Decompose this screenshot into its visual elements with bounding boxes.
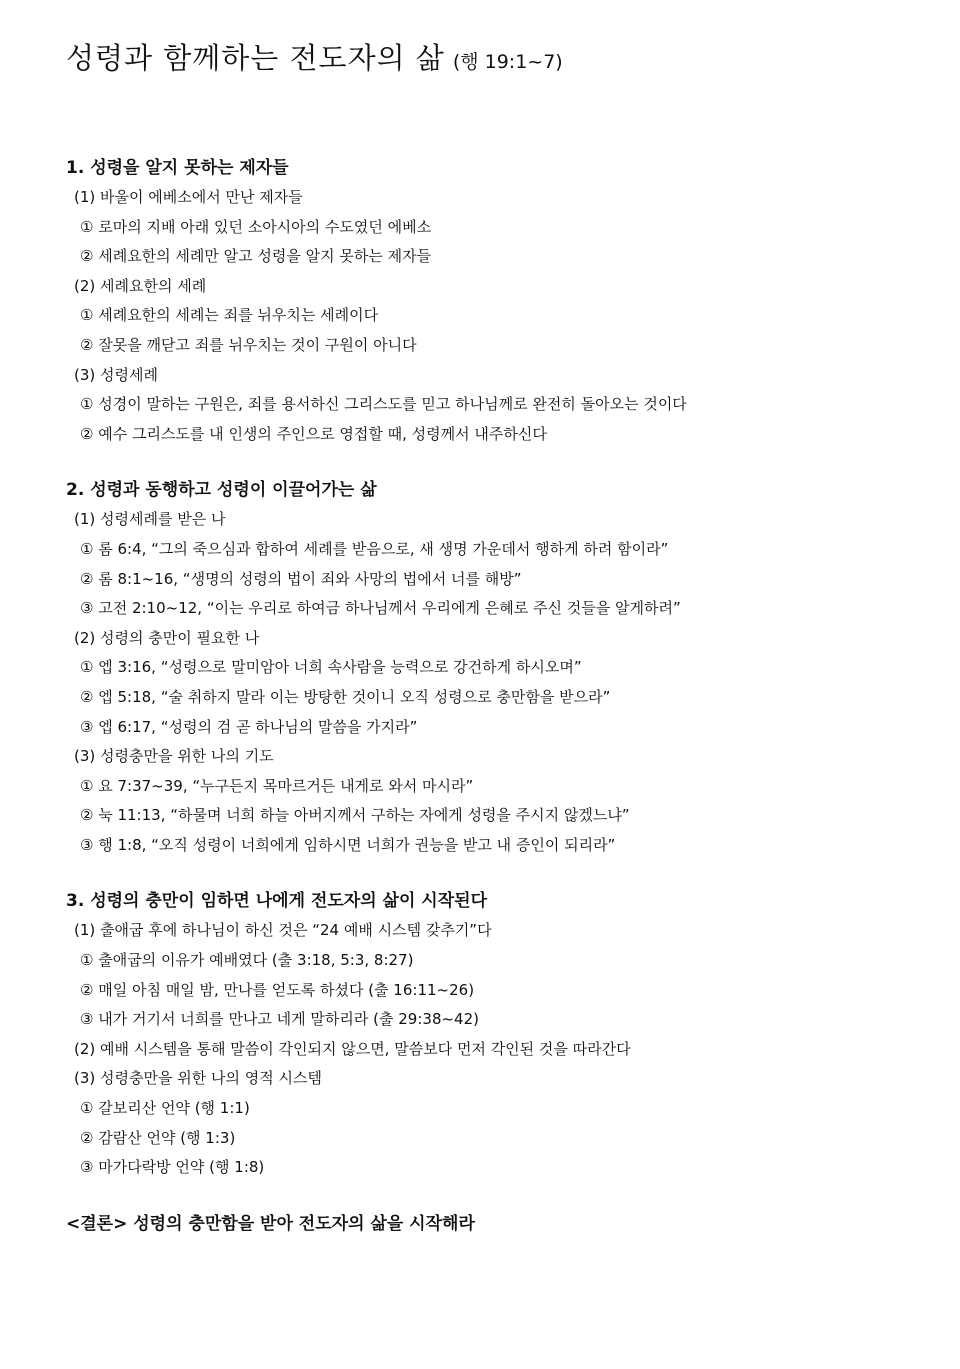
outline-point: ② 잘못을 깨닫고 죄를 뉘우치는 것이 구원이 아니다 <box>80 335 417 354</box>
outline-point: ③ 엡 6:17, “성령의 검 곧 하나님의 말씀을 가지라” <box>80 717 418 736</box>
outline-body <box>66 153 920 1183</box>
outline-point: ② 엡 5:18, “술 취하지 말라 이는 방탕한 것이니 오직 성령으로 충만함을 받으라” <box>80 687 611 706</box>
outline-point: ③ 마가다락방 언약 (행 1:8) <box>80 1158 265 1177</box>
outline-point: ③ 고전 2:10~12, “이는 우리로 하여금 하나님께서 우리에게 은혜로 주신 것들을 알게하려” <box>80 599 681 618</box>
outline-point: ② 감람산 언약 (행 1:3) <box>80 1128 236 1147</box>
outline-section <box>66 153 920 449</box>
outline-section <box>66 886 920 1182</box>
outline-subheading: (2) 성령의 충만이 필요한 나 <box>74 628 260 647</box>
outline-point: ① 엡 3:16, “성령으로 말미암아 너희 속사람을 능력으로 강건하게 하시오며” <box>80 658 582 677</box>
page-title <box>66 36 920 77</box>
outline-point: ② 예수 그리스도를 내 인생의 주인으로 영접할 때, 성령께서 내주하신다 <box>80 424 547 443</box>
outline-point: ② 세례요한의 세례만 알고 성령을 알지 못하는 제자들 <box>80 247 432 266</box>
outline-subheading: (3) 성령충만을 위한 나의 기도 <box>74 747 274 766</box>
outline-point: ③ 내가 거기서 너희를 만나고 네게 말하리라 (출 29:38~42) <box>80 1010 480 1029</box>
outline-subheading: (2) 예배 시스템을 통해 말씀이 각인되지 않으면, 말씀보다 먼저 각인된 것을 따라간다 <box>74 1039 631 1058</box>
outline-subheading: (3) 성령세례 <box>74 365 158 384</box>
outline-point: ① 성경이 말하는 구원은, 죄를 용서하신 그리스도를 믿고 하나님께로 완전히 돌아오는 것이다 <box>80 395 687 414</box>
outline-subheading: (1) 바울이 에베소에서 만난 제자들 <box>74 188 303 206</box>
title-main: 성령과 함께하는 전도자의 삶 <box>66 41 445 75</box>
outline-subheading: (2) 세례요한의 세례 <box>74 276 207 295</box>
outline-point: ① 롬 6:4, “그의 죽으심과 합하여 세례를 받음으로, 새 생명 가운데서 행하게 하려 함이라” <box>80 539 669 558</box>
outline-point: ① 요 7:37~39, “누구든지 목마르거든 내게로 와서 마시라” <box>80 776 474 795</box>
outline-point: ① 로마의 지배 아래 있던 소아시아의 수도였던 에베소 <box>80 217 432 236</box>
title-scripture-reference: (행 19:1~7) <box>452 51 563 73</box>
outline-subheading: (1) 출애굽 후에 하나님이 하신 것은 “24 예배 시스템 갖추기”다 <box>74 921 492 940</box>
section-heading: 3. 성령의 충만이 임하면 나에게 전도자의 삶이 시작된다 <box>66 891 487 912</box>
outline-point: ② 롬 8:1~16, “생명의 성령의 법이 죄와 사망의 법에서 너를 해방” <box>80 569 522 588</box>
outline-point: ① 갈보리산 언약 (행 1:1) <box>80 1099 250 1118</box>
outline-point: ① 출애굽의 이유가 예배였다 (출 3:18, 5:3, 8:27) <box>80 951 414 970</box>
outline-subheading: (1) 성령세례를 받은 나 <box>74 510 226 529</box>
outline-point: ② 눅 11:13, “하물며 너희 하늘 아버지께서 구하는 자에게 성령을 주시지 않겠느냐” <box>80 806 630 825</box>
outline-point: ② 매일 아침 매일 밤, 만나를 얻도록 하셨다 (출 16:11~26) <box>80 980 475 999</box>
section-heading: 1. 성령을 알지 못하는 제자들 <box>66 158 289 178</box>
section-heading: 2. 성령과 동행하고 성령이 이끌어가는 삶 <box>66 480 377 501</box>
outline-subheading: (3) 성령충만을 위한 나의 영적 시스템 <box>74 1069 322 1088</box>
conclusion: <결론> 성령의 충만함을 받아 전도자의 삶을 시작해라 <box>66 1213 475 1234</box>
outline-point: ① 세례요한의 세례는 죄를 뉘우치는 세례이다 <box>80 306 379 325</box>
outline-section <box>66 475 920 860</box>
outline-point: ③ 행 1:8, “오직 성령이 너희에게 임하시면 너희가 권능을 받고 내 증인이 되리라” <box>80 835 616 854</box>
